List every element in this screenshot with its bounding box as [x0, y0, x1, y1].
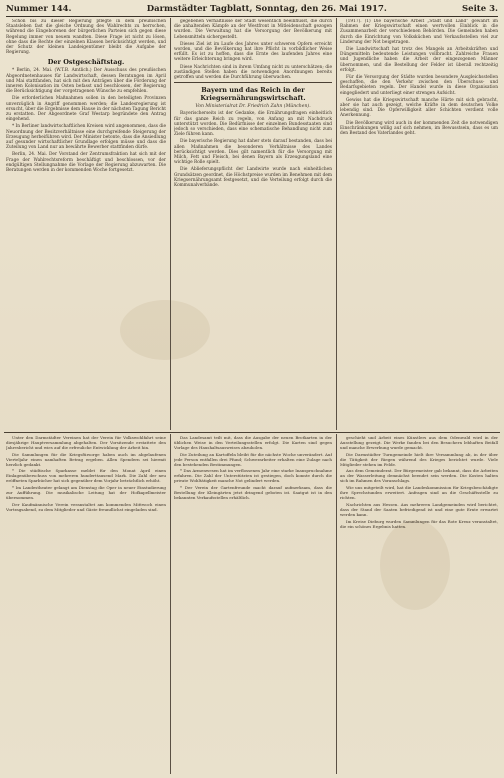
page-number: Seite 3.: [462, 4, 498, 14]
article-paragraph: Dieses Ziel ist im Laufe des Jahres unter schweren Opfern erreicht worden, und die Bevölkerung hat ihre Pflicht in vorbildlicher Weise erfüllt. Es ist zu hoffen, dass die Ernte des laufenden Jahres eine weitere Erleichterung bringen wird.: [174, 41, 332, 63]
lead-paragraph: Schon bis zu dieser Regierung pflegte in dem preußischen Staatsleben fast die gleiche Ordnung des Wahlrechts zu herrschen, während die Eingeborenen der bürgerlichen Parteien sich gegen diese Regelung immer von neuem wandten. Diese Frage ist nicht zu lösen, ohne dass die Rechte der einzelnen Klassen berücksichtigt werden, und der Schutz der kleinen Landeigentümer bleibt die Aufgabe der Regierung.: [6, 19, 166, 56]
local-news-column-3: [340, 436, 498, 774]
news-paragraph: Wie uns mitgeteilt wird, hat die Landeskommission für Kriegsbeschädigte ihre Sprechstunden erweitert. Anfragen sind an die Geschäftsstelle zu richten.: [340, 485, 498, 500]
article-column-1: [6, 19, 166, 429]
news-paragraph: Unter den Darmstädter Vereinen hat der Verein für Volkswohlfahrt seine diesjährige Hauptversammlung abgehalten. Der Vorsitzende erstattete den Jahresbericht und wies auf die erfreuliche Entwicklung der Arbeit hin.: [6, 436, 166, 450]
news-paragraph: Der Kaufmännische Verein veranstaltet am kommenden Mittwoch einen Vortragsabend, zu dem Mitglieder und Gäste freundlichst eingeladen sind.: [6, 501, 166, 512]
local-news-column-2: [174, 436, 332, 774]
news-paragraph: Die Darmstädter Turngemeinde hielt ihre Versammlung ab, in der über die Tätigkeit der Riegen während des Krieges berichtet wurde. Viele Mitglieder stehen im Felde.: [340, 451, 498, 467]
article-paragraph: Für die Versorgung der Städte wurden besondere Ausgleichsstellen geschaffen, die den Verkehr zwischen den Überschuss- und Bedarfsgebieten regeln. Der Handel wurde in diese Organisation eingegliedert und unterliegt einer strengen Aufsicht.: [340, 75, 498, 96]
article-paragraph: (1917). (1) Die bayerische Arbeit „Stadt und Land“ gewährt im Rahmen der Kriegswirtschaft einen wertvollen Einblick in die Zusammenarbeit der verschiedenen Behörden. Die Gemeinden haben durch die Einrichtung von Volksküchen und Verkaufsstellen viel zur Linderung der Not beigetragen.: [340, 19, 498, 45]
article-paragraph: Die Ablieferungspflicht der Landwirte wurde nach einheitlichen Grundsätzen geordnet, die Höchstpreise wurden im Benehmen mit dem Kriegsernährungsamt festgesetzt, und die Verteilung erfolgt durch die Kommunalverbände.: [174, 167, 332, 189]
article-paragraph: Die Bevölkerung wird auch in der kommenden Zeit die notwendigen Einschränkungen willig auf sich nehmen, im Bewusstsein, dass es um den Bestand des Vaterlandes geht.: [340, 120, 498, 137]
article-paragraph: Die bayerische Regierung hat daher stets darauf bestanden, dass bei allen Maßnahmen die besonderen Verhältnisse des Landes berücksichtigt werden. Dies gilt namentlich für die Versorgung mit Milch, Fett und Fleisch, bei denen Bayern als Erzeugungsland eine wichtige Rolle spielt.: [174, 139, 332, 166]
article-paragraph: * Berlin, 24. Mai. (W.T.B. Amtlich.) Der Ausschuss des preußischen Abgeordnetenhauses für Landwirtschaft, dessen Beratungen im April und Mai stattfanden, hat sich mit den Anträgen über die Förderung der inneren Kolonisation im Osten befasst und beschlossen, der Regierung die Berücksichtigung der vorgetragenen Wünsche zu empfehlen.: [6, 68, 166, 95]
article-paragraph: Gewiss hat die Kriegswirtschaft manche Härte mit sich gebracht, aber sie hat auch gezeigt, welche Kräfte in dem deutschen Volke lebendig sind. Die Opferwilligkeit aller Schichten verdient volle Anerkennung.: [340, 97, 498, 119]
article-byline: Von Ministerialrat Dr. Friedrich Zahn (München).: [195, 104, 311, 110]
article-paragraph: Diese Nachrichten sind in ihrem Umfang nicht zu unterschätzen; die zuständigen Stellen haben die notwendigen Anordnungen bereits getroffen und werden die Durchführung überwachen.: [174, 64, 332, 81]
column-rule: [170, 434, 171, 774]
article-divider: [174, 82, 332, 83]
column-rule: [170, 18, 171, 430]
news-paragraph: Im Kreise Dieburg wurden Sammlungen für das Rote Kreuz veranstaltet, die ein schönes Ergebnis hatten.: [340, 518, 498, 529]
news-paragraph: Die Sammlungen für die Kriegsfürsorge haben auch im abgelaufenen Vierteljahr einen namhaften Betrag ergeben. Allen Spendern sei hiermit herzlich gedankt.: [6, 451, 166, 467]
section-rule: [4, 432, 500, 433]
column-rule: [336, 18, 337, 430]
local-news-column-1: [6, 436, 166, 774]
issue-number: Nummer 144.: [6, 4, 72, 14]
masthead: [6, 2, 498, 17]
news-paragraph: * Im Landestheater gelangt am Dienstag die Oper in neuer Einstudierung zur Aufführung. Die musikalische Leitung hat der Hofkapellmeister übernommen.: [6, 485, 166, 500]
article-heading: Bayern und das Reich in der Kriegsernährungswirtschaft.: [200, 86, 306, 103]
article-heading: Der Ostgeschäftstag.: [47, 58, 125, 67]
news-paragraph: * Der Verein der Gartenfreunde macht darauf aufmerksam, dass die Bestellung der Kleingärten jetzt dringend geboten ist. Saatgut ist in den bekannten Verkaufsstellen erhältlich.: [174, 485, 332, 500]
news-paragraph: geschieht und Arbeit eines Künstlers aus dem Odenwald wird in der Ausstellung gezeigt. Die Werke fanden bei den Besuchern lebhaften Beifall und manche Erwerbung wurde gemacht.: [340, 436, 498, 450]
news-paragraph: Das Landesamt teilt mit, dass die Ausgabe der neuen Brotkarten in der üblichen Weise in den Verteilungsstellen erfolgt. Die Karten sind gegen Vorlage des Haushaltsausweises abzuholen.: [174, 436, 332, 450]
newspaper-dateline: Darmstädter Tagblatt, Sonntag, den 26. Mai 1917.: [146, 4, 387, 14]
article-paragraph: * In Berliner landwirtschaftlichen Kreisen wird angenommen, dass die Neuordnung der Besitzverhältnisse eine durchgreifende Steigerung der Erzeugung herbeiführen wird. Der Minister betonte, dass die Ansiedlung auf gesunder wirtschaftlicher Grundlage erfolgen müsse und dass die Zuteilung von Land nur an bewährte Bewerber stattfinden dürfe.: [6, 124, 166, 151]
news-paragraph: * Das Armenwesen hat im verflossenen Jahr eine starke Inanspruchnahme erfahren. Die Zahl der Unterstützten ist gestiegen, doch konnte durch die private Wohltätigkeit manche Not gelindert werden.: [174, 468, 332, 484]
news-paragraph: Nachrichten aus Hessen. Aus mehreren Landgemeinden wird berichtet, dass der Stand der Saaten befriedigend ist und eine gute Ernte erwartet werden kann.: [340, 501, 498, 517]
article-paragraph: gegebenen Verhältnisse der Stadt wesentlich beeinflusst, die durch die anhaltenden Kämpfe an der Westfront in Mitleidenschaft gezogen wurden. Die Verwaltung hat die Versorgung der Bevölkerung mit Lebensmitteln sichergestellt.: [174, 19, 332, 40]
article-paragraph: Bayerischerseits ist der Gedanke, die Ernährungsfragen einheitlich für das ganze Reich zu regeln, von Anfang an mit Nachdruck unterstützt worden. Die Bedürfnisse der einzelnen Bundesstaaten sind jedoch so verschieden, dass eine schematische Behandlung nicht zum Ziele führen kann.: [174, 111, 332, 138]
news-paragraph: Die Zuteilung an Kartoffeln bleibt für die nächste Woche unverändert. Auf jede Person entfallen drei Pfund; Schwerarbeiter erhalten eine Zulage nach den bestehenden Bestimmungen.: [174, 451, 332, 467]
article-column-2: [174, 19, 332, 429]
news-paragraph: Aus dem Gemeinderat. Der Bürgermeister gab bekannt, dass die Arbeiten an der Wasserleitung demnächst beendet sein werden. Die Kosten halten sich im Rahmen des Voranschlags.: [340, 468, 498, 484]
article-paragraph: Berlin, 24. Mai. Der Vorstand der Zentrumsfraktion hat sich mit der Frage der Wahlrechtsreform beschäftigt und beschlossen, vor der endgültigen Stellungnahme die Vorlage der Regierung abzuwarten. Die Beratungen werden in der kommenden Woche fortgesetzt.: [6, 152, 166, 174]
news-paragraph: * Die städtische Sparkasse meldet für den Monat April einen Einlagenüberschuss von mehreren hunderttausend Mark. Die Zahl der neu eröffneten Sparbücher hat sich gegenüber dem Vorjahr beträchtlich erhöht.: [6, 468, 166, 484]
column-rule: [336, 434, 337, 774]
article-paragraph: Die erforderlichen Maßnahmen sollen in den beteiligten Provinzen unverzüglich in Angriff genommen werden; die Landesregierung ist ersucht, über die Ergebnisse dem Hause in der nächsten Tagung Bericht zu erstatten. Der Abgeordnete Graf Westarp begründete den Antrag eingehend.: [6, 96, 166, 123]
article-column-3: [340, 19, 498, 429]
article-paragraph: Die Landwirtschaft hat trotz des Mangels an Arbeitskräften und Düngemitteln bedeutende Leistungen vollbracht. Zahlreiche Frauen und Jugendliche haben die Arbeit der eingezogenen Männer übernommen, und die Bestellung der Felder ist überall rechtzeitig erfolgt.: [340, 47, 498, 73]
